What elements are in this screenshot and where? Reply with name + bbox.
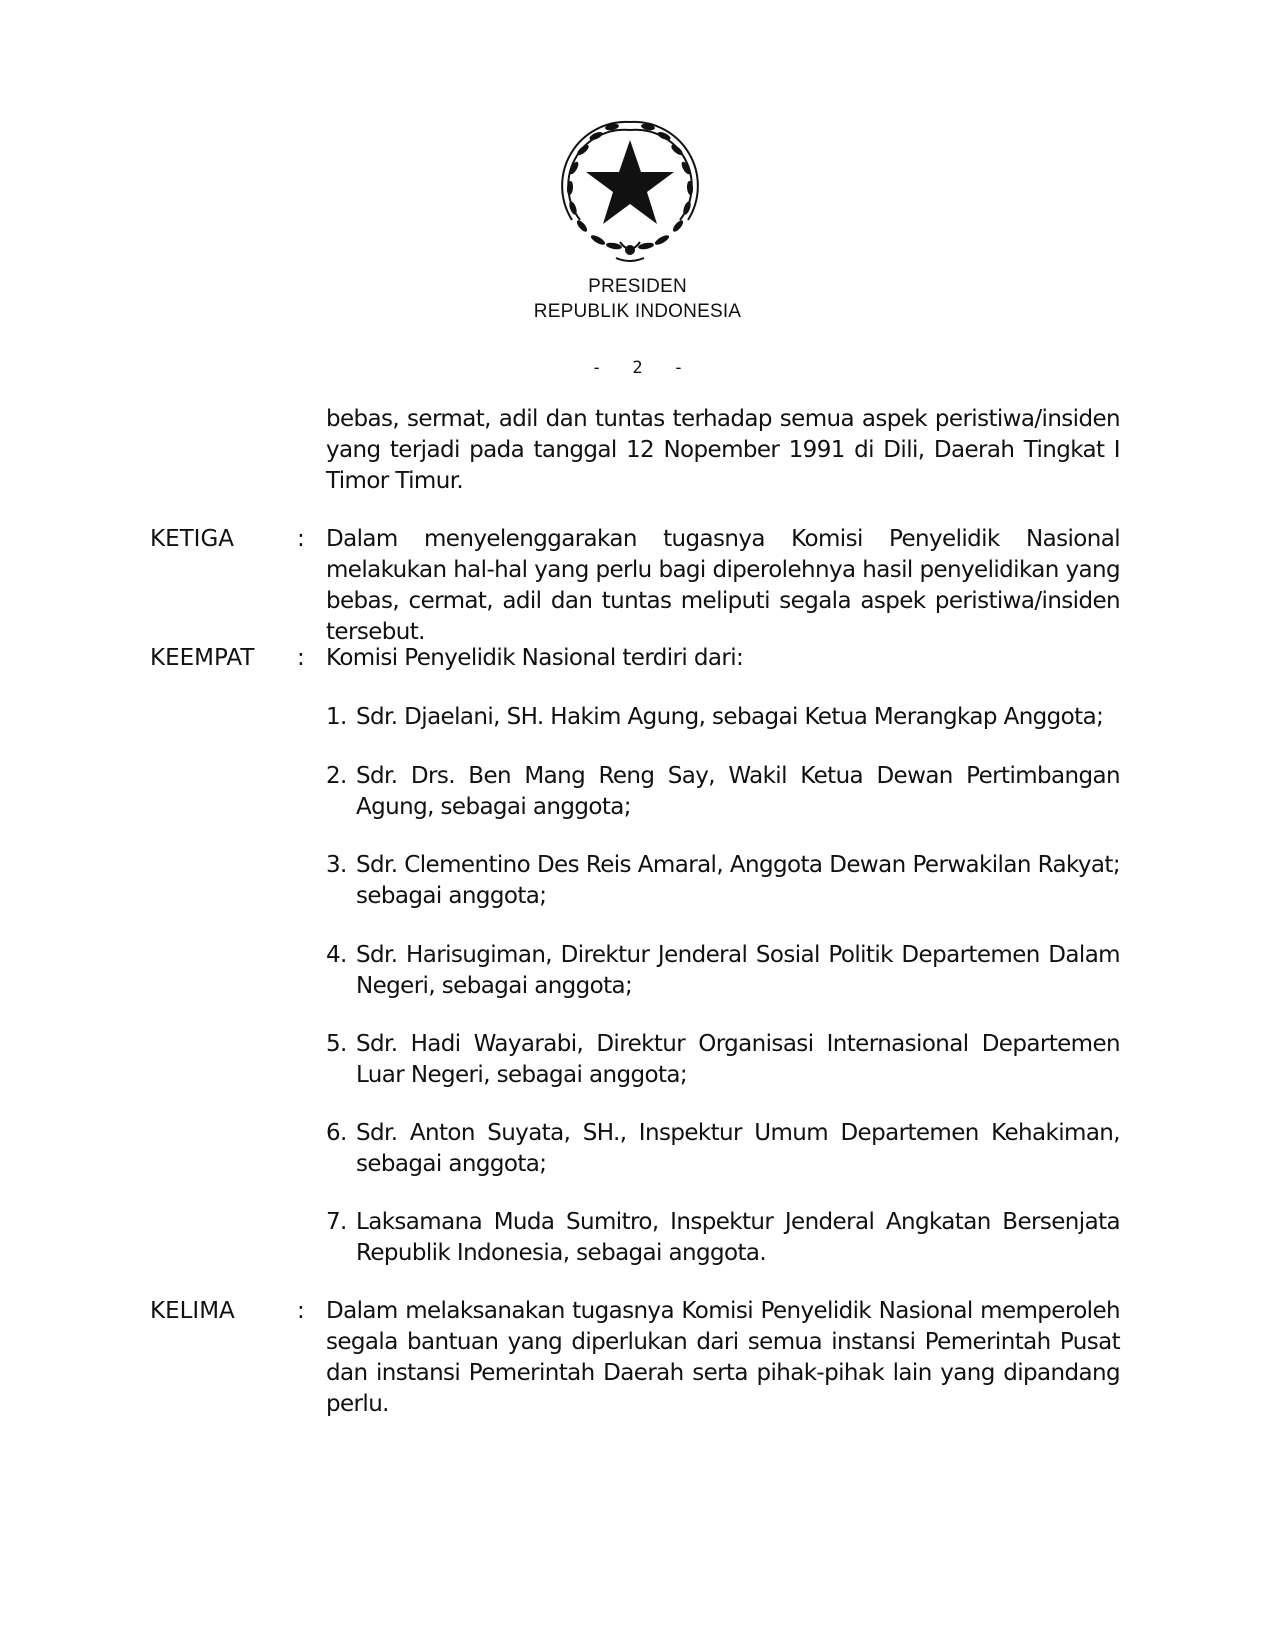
- section-label-ketiga: KETIGA: [150, 526, 235, 552]
- member-text: Sdr. Clementino Des Reis Amaral, Anggota Dewan Perwakilan Rakyat; sebagai anggota;: [356, 852, 1120, 909]
- member-list-item: [326, 850, 1120, 912]
- section-colon-keempat: :: [297, 645, 305, 671]
- section-text-keempat: Komisi Penyelidik Nasional terdiri dari:: [326, 645, 744, 671]
- section-label-kelima: KELIMA: [150, 1298, 235, 1324]
- section-label-keempat: KEEMPAT: [150, 645, 255, 671]
- member-number: 1.: [326, 704, 347, 730]
- header-title-presiden: PRESIDEN: [588, 276, 687, 297]
- member-number: 3.: [326, 852, 347, 878]
- member-list-item: [326, 1118, 1120, 1180]
- member-text: Sdr. Harisugiman, Direktur Jenderal Sosial Politik Departemen Dalam Negeri, sebagai anggota;: [356, 942, 1120, 999]
- header-title-republik: REPUBLIK INDONESIA: [533, 301, 742, 322]
- section-text-kelima: Dalam melaksanakan tugasnya Komisi Penyelidik Nasional memperoleh segala bantuan yang diperlukan dari semua instansi Pemerintah Pusat dan instansi Pemerintah Daerah serta pihak-pihak lain yang dipandang perlu.: [326, 1298, 1120, 1417]
- page-number: - 2 -: [591, 358, 684, 378]
- member-list-item: [326, 761, 1120, 823]
- intro-paragraph: bebas, sermat, adil dan tuntas terhadap semua aspek peristiwa/insiden yang terjadi pada tanggal 12 Nopember 1991 di Dili, Daerah Tingkat I Timor Timur.: [326, 406, 1120, 494]
- member-list-item: [326, 1207, 1120, 1269]
- member-number: 2.: [326, 763, 347, 789]
- member-number: 7.: [326, 1209, 347, 1235]
- member-number: 5.: [326, 1031, 347, 1057]
- member-number: 4.: [326, 942, 347, 968]
- member-text: Sdr. Anton Suyata, SH., Inspektur Umum Departemen Kehakiman, sebagai anggota;: [356, 1120, 1120, 1177]
- presidential-seal-icon: [550, 108, 710, 268]
- member-number: 6.: [326, 1120, 347, 1146]
- section-colon-ketiga: :: [297, 526, 305, 552]
- member-list-item: [326, 1029, 1120, 1091]
- member-list-item: [326, 940, 1120, 1002]
- section-colon-kelima: :: [297, 1298, 305, 1324]
- member-text: Sdr. Djaelani, SH. Hakim Agung, sebagai Ketua Merangkap Anggota;: [356, 704, 1104, 730]
- section-text-ketiga: Dalam menyelenggarakan tugasnya Komisi Penyelidik Nasional melakukan hal-hal yang perlu bagi diperolehnya hasil penyelidikan yang bebas, cermat, adil dan tuntas meliputi segala aspek peristiwa/insiden tersebut.: [326, 526, 1120, 645]
- member-text: Sdr. Hadi Wayarabi, Direktur Organisasi Internasional Departemen Luar Negeri, sebagai anggota;: [356, 1031, 1120, 1088]
- member-text: Sdr. Drs. Ben Mang Reng Say, Wakil Ketua Dewan Pertimbangan Agung, sebagai anggota;: [356, 763, 1120, 820]
- member-text: Laksamana Muda Sumitro, Inspektur Jenderal Angkatan Bersenjata Republik Indonesia, sebagai anggota.: [356, 1209, 1120, 1266]
- member-list-item: [326, 702, 1120, 733]
